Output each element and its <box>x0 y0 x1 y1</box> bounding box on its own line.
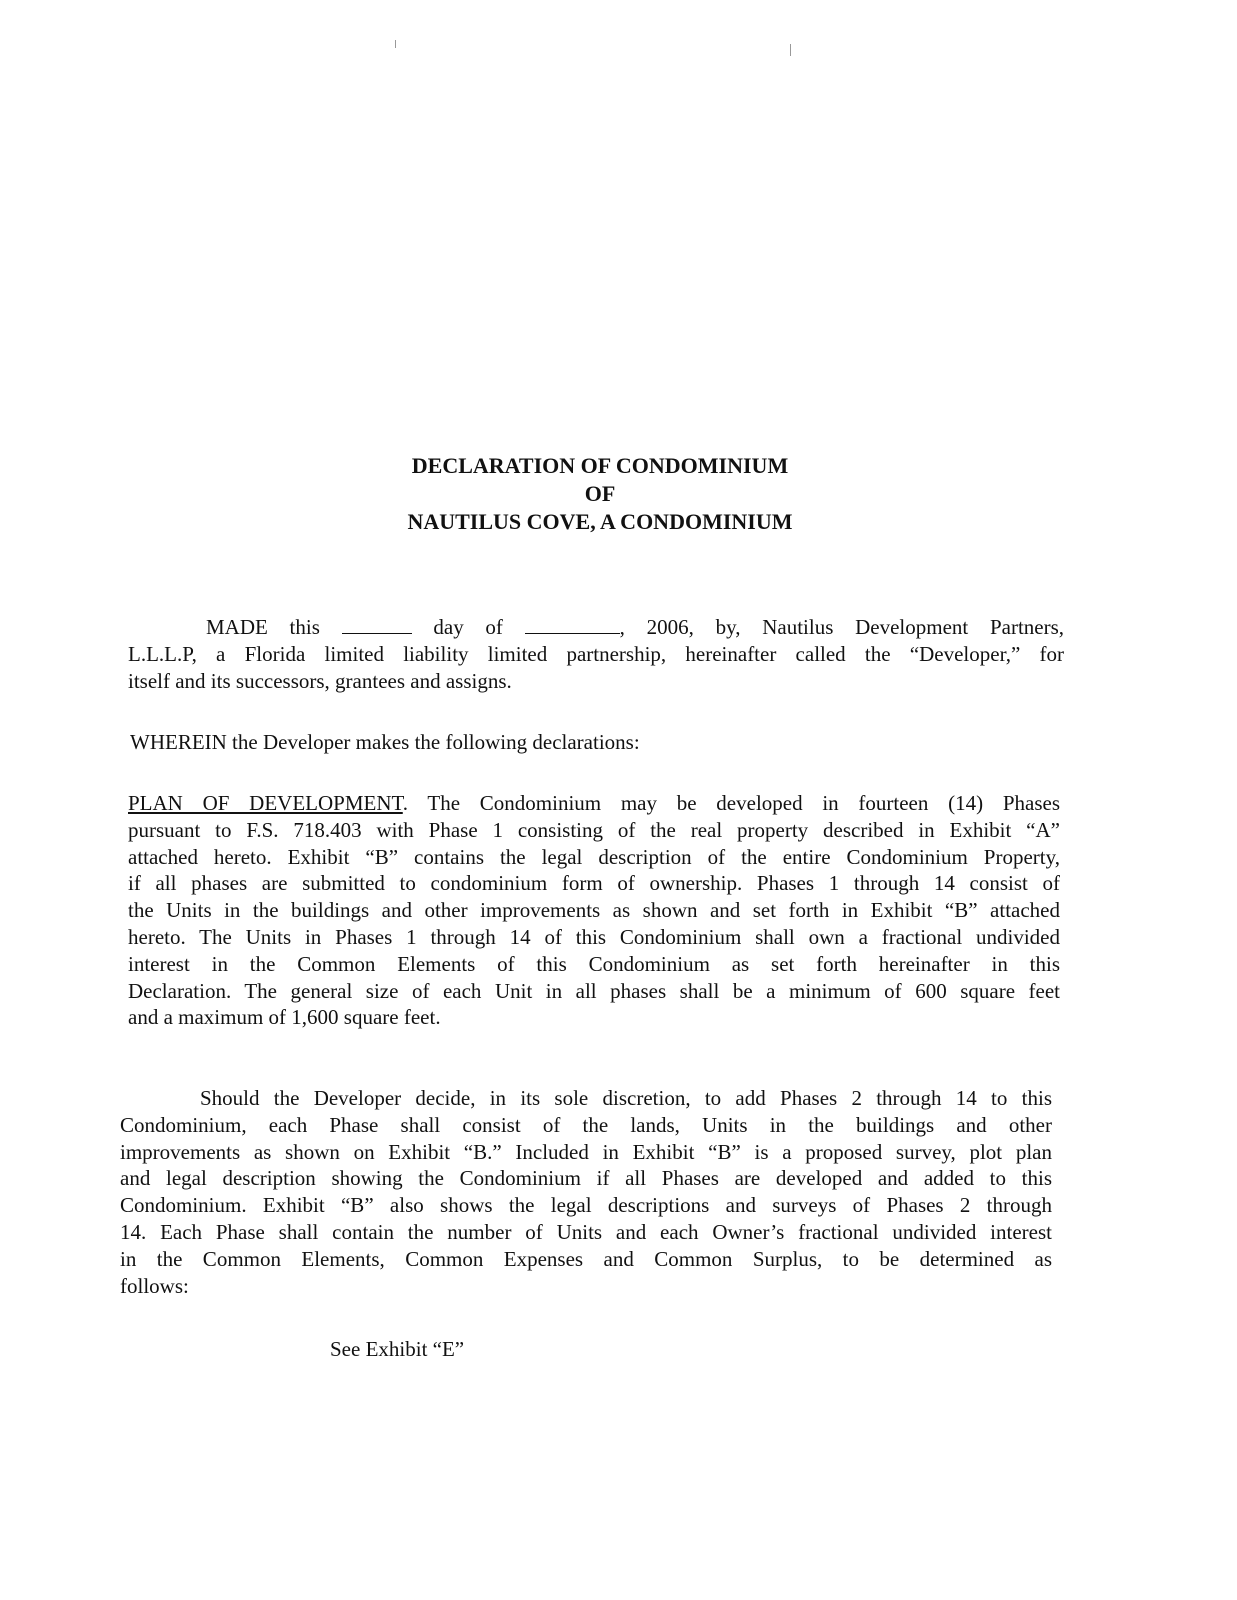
title-line: OF <box>584 481 616 506</box>
intro-line: itself and its successors, grantees and assigns. <box>128 668 512 693</box>
plan-line: hereto. The Units in Phases 1 through 14 of this Condominium shall own a fractional undivided <box>128 924 1060 949</box>
document-title <box>300 452 900 536</box>
intro-line <box>128 614 1064 641</box>
title-line: DECLARATION OF CONDOMINIUM <box>411 453 789 478</box>
scan-artifact <box>395 40 396 48</box>
phases-paragraph <box>120 1085 1052 1299</box>
plan-line <box>128 790 1060 817</box>
phases-line: Condominium. Exhibit “B” also shows the legal descriptions and surveys of Phases 2 through <box>120 1193 1052 1218</box>
phases-line: and legal description showing the Condominium if all Phases are developed and added to this <box>120 1166 1052 1191</box>
phases-line: follows: <box>120 1273 189 1298</box>
plan-line: attached hereto. Exhibit “B” contains the legal description of the entire Condominium Property, <box>128 844 1060 869</box>
plan-paragraph <box>128 790 1060 1031</box>
plan-line: the Units in the buildings and other improvements as shown and set forth in Exhibit “B” attached <box>128 898 1060 923</box>
phases-line: improvements as shown on Exhibit “B.” Included in Exhibit “B” is a proposed survey, plot plan <box>120 1139 1052 1164</box>
plan-line: and a maximum of 1,600 square feet. <box>128 1005 441 1030</box>
phases-line: 14. Each Phase shall contain the number of Units and each Owner’s fractional undivided interest <box>120 1219 1052 1244</box>
plan-first-line: . The Condominium may be developed in fourteen (14) Phases <box>402 791 1060 815</box>
scan-artifact <box>790 44 791 56</box>
plan-line: Declaration. The general size of each Unit in all phases shall be a minimum of 600 square feet <box>128 978 1060 1003</box>
intro-rest: , 2006, by, Nautilus Development Partners, <box>619 615 1065 639</box>
see-exhibit-text: See Exhibit “E” <box>330 1337 465 1361</box>
day-of-text: day of <box>433 615 503 639</box>
plan-heading: PLAN OF DEVELOPMENT <box>128 791 403 815</box>
intro-line: L.L.L.P, a Florida limited liability limited partnership, hereinafter called the “Developer,” for <box>128 641 1064 666</box>
plan-line: interest in the Common Elements of this Condominium as set forth hereinafter in this <box>128 951 1060 976</box>
day-blank <box>342 617 412 634</box>
made-text: MADE this <box>206 615 320 639</box>
plan-line: pursuant to F.S. 718.403 with Phase 1 consisting of the real property described in Exhibit “A” <box>128 817 1060 842</box>
phases-line: Should the Developer decide, in its sole discretion, to add Phases 2 through 14 to this <box>200 1086 1052 1110</box>
month-blank <box>525 617 620 634</box>
title-line: NAUTILUS COVE, A CONDOMINIUM <box>407 509 793 534</box>
phases-line: in the Common Elements, Common Expenses and Common Surplus, to be determined as <box>120 1246 1052 1271</box>
plan-line: if all phases are submitted to condominium form of ownership. Phases 1 through 14 consist of <box>128 871 1060 896</box>
intro-paragraph <box>128 614 1064 694</box>
phases-line: Condominium, each Phase shall consist of the lands, Units in the buildings and other <box>120 1112 1052 1137</box>
wherein-text: WHEREIN the Developer makes the following declarations: <box>130 730 640 754</box>
